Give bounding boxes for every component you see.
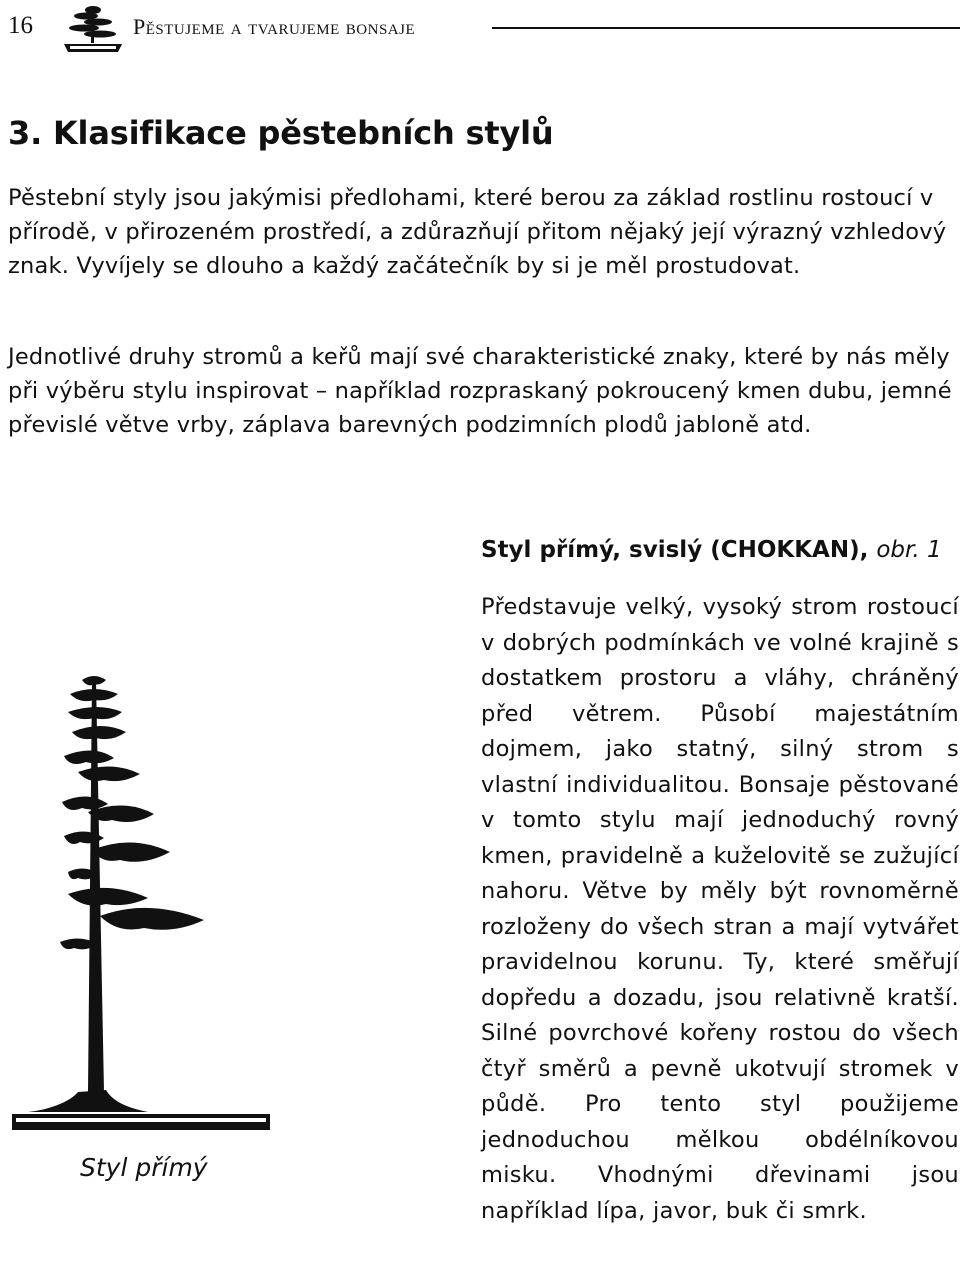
running-title: Pěstujeme a tvarujeme bonsaje [133,14,416,39]
chapter-title: 3. Klasifikace pěstebních stylů [8,114,554,152]
section-text: Představuje velký, vysoký strom rostoucí v dobrých podmínkách ve volné krajině s dostatkem prostoru a vláhy, chráněný před větrem. Působí majestátním dojmem, jako statný, silný strom s vlastní individualitou. Bonsaje pěstované v tomto stylu mají jednoduchý rovný kmen, pravidelně a kuželovitě se zužující nahoru. Větve by měly být rovnoměrně rozloženy do všech stran a mají vytvářet pravidelnou korunu. Ty, které směřují dopředu a dozadu, jsou relativně kratší. Silné povrchové kořeny rostou do všech čtyř směrů a pevně ukotvují stromek v půdě. Pro tento styl použijeme jednoduchou mělkou obdélníkovou misku. Vhodnými dřevinami jsou například lípa, javor, buk či smrk. [481,594,959,1224]
page-number: 16 [8,12,33,39]
upright-bonsai-illustration [8,672,278,1146]
header-rule [492,27,960,29]
figure-reference: obr. 1 [876,537,942,563]
intro-paragraph: Pěstební styly jsou jakýmisi předlohami, které berou za základ rostlinu rostoucí v přírodě, v přirozeném prostředí, a zdůrazňují přitom nějaký její výrazný vzhledový znak. Vyvíjely se dlouho a každý začátečník by si je měl prostudovat. [8,185,947,279]
species-paragraph: Jednotlivé druhy stromů a keřů mají své charakteristické znaky, které by nás měly při výběru stylu inspirovat – například rozpraskaný pokroucený kmen dubu, jemné převislé větve vrby, záplava barevných podzimních plodů jabloně atd. [8,344,952,438]
figure-caption: Styl přímý [80,1153,208,1182]
page-header [0,0,960,70]
section-heading [481,537,942,563]
bonsai-logo-icon [60,3,126,63]
section-heading-text: Styl přímý, svislý (CHOKKAN), [481,537,869,563]
